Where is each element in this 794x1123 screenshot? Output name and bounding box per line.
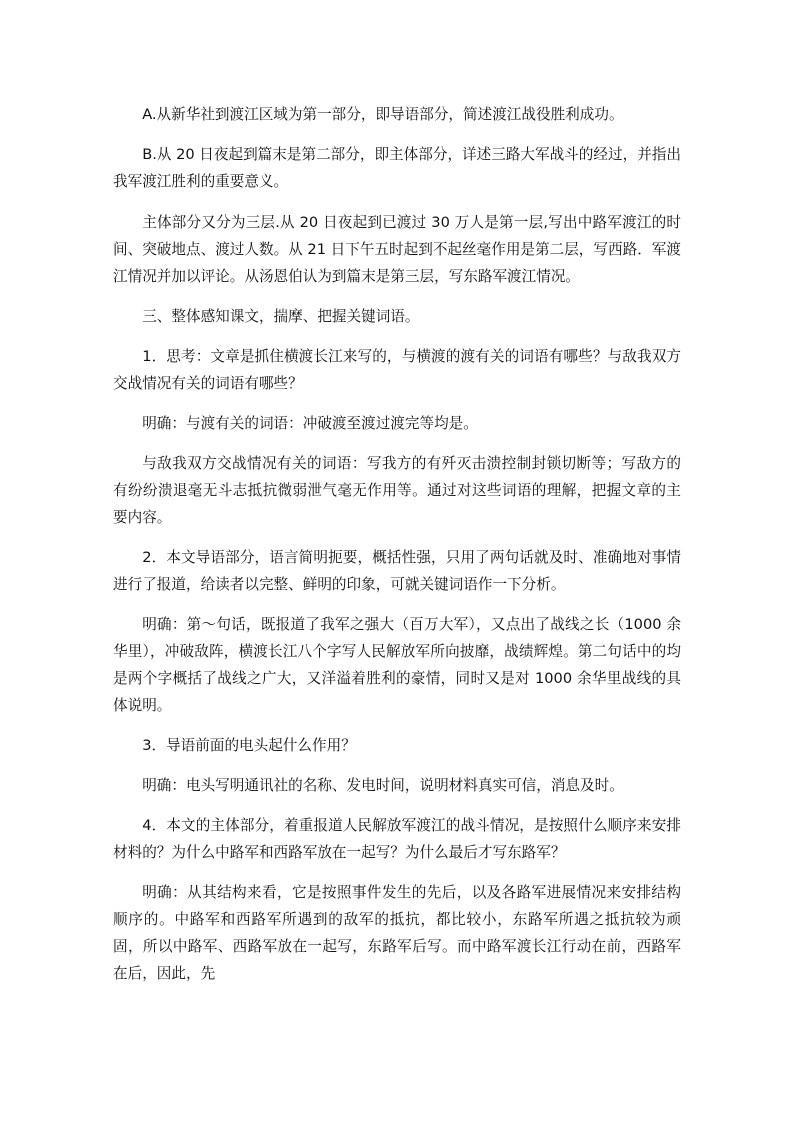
question-1: 1．思考：文章是抓住横渡长江来写的，与横渡的渡有关的词语有哪些？与敌我双方交战情况有关的词语有哪些？ xyxy=(113,348,681,392)
paragraph-main-layers: 主体部分又分为三层.从 20 日夜起到已渡过 30 万人是第一层,写出中路军渡江的时间、突破地点、渡过人数。从 21 日下午五时起到不起丝毫作用是第二层，写西路．军渡江情况并加以评论。从汤恩伯认为到篇末是第三层，写东路军渡江情况。 xyxy=(113,214,681,285)
question-2: 2．本文导语部分，语言简明扼要，概括性强，只用了两句话就及时、准确地对事情进行了报道，给读者以完整、鲜明的印象，可就关键词语作一下分析。 xyxy=(113,549,681,593)
document-page xyxy=(113,101,681,1000)
paragraph-part-b: B.从 20 日夜起到篇末是第二部分，即主体部分，详述三路大军战斗的经过，并指出我军渡江胜利的重要意义。 xyxy=(113,146,681,190)
question-4: 4．本文的主体部分，着重报道人民解放军渡江的战斗情况，是按照什么顺序来安排材料的？为什么中路军和西路军放在一起写？为什么最后才写东路军？ xyxy=(113,817,681,861)
answer-3: 明确：电头写明通讯社的名称、发电时间，说明材料真实可信，消息及时。 xyxy=(142,777,624,794)
question-3: 3．导语前面的电头起什么作用？ xyxy=(142,737,356,754)
answer-1b: 与敌我双方交战情况有关的词语：写我方的有歼灭击溃控制封锁切断等；写敌方的有纷纷溃退毫无斗志抵抗微弱泄气毫无作用等。通过对这些词语的理解，把握文章的主要内容。 xyxy=(113,455,681,526)
section-heading-three: 三、整体感知课文，揣摩、把握关键词语。 xyxy=(142,308,420,325)
answer-2: 明确：第～句话，既报道了我军之强大（百万大军），又点出了战线之长（1000 余华里），冲破敌阵，横渡长江八个字写人民解放军所向披靡，战绩辉煌。第二句话中的均是两个字概括了战线之广大，又洋溢着胜利的豪情，同时又是对 1000 余华里战线的具体说明。 xyxy=(113,616,681,714)
answer-4: 明确：从其结构来看，它是按照事件发生的先后，以及各路军进展情况来安排结构顺序的。中路军和西路军所遇到的敌军的抵抗，都比较小，东路军所遇之抵抗较为顽固，所以中路军、西路军放在一起写，东路军后写。而中路军渡长江行动在前，西路军在后，因此，先 xyxy=(113,884,681,982)
answer-1a: 明确：与渡有关的词语：冲破渡至渡过渡完等均是。 xyxy=(142,415,478,432)
paragraph-part-a: A.从新华社到渡江区域为第一部分，即导语部分，简述渡江战役胜利成功。 xyxy=(142,106,624,123)
